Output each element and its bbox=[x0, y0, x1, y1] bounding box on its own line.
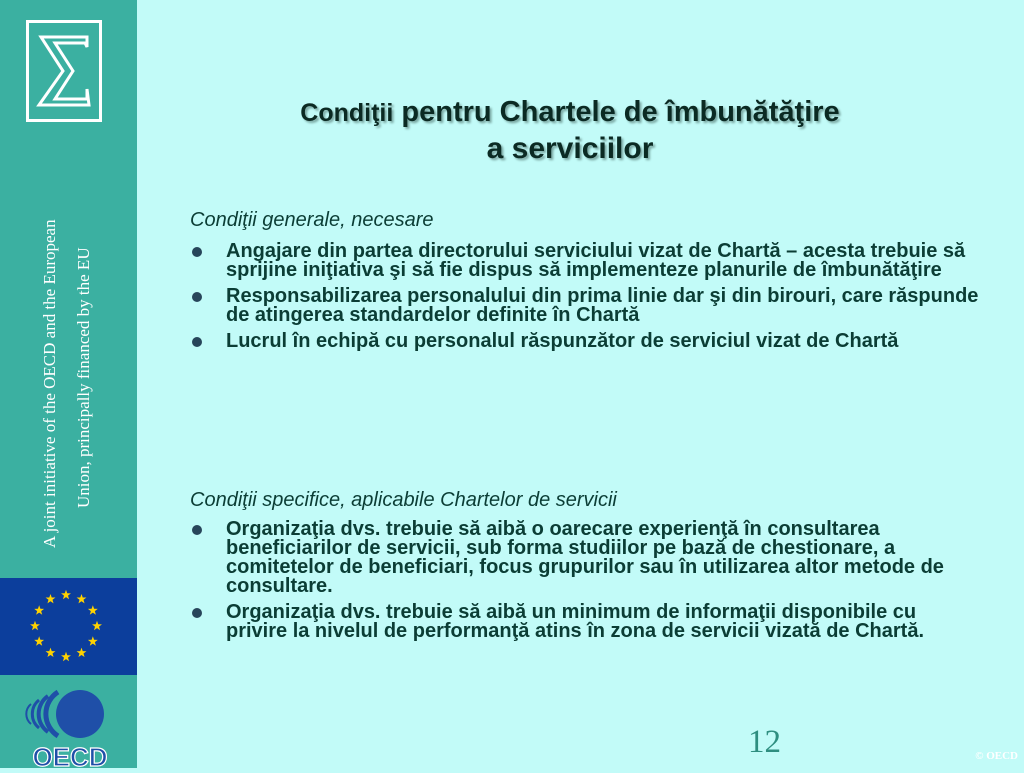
list-item bbox=[190, 242, 980, 280]
bullet-text: Organizaţia dvs. trebuie să aibă un minimum de informaţii disponibile cu privire la nivelul de performanţă atins în zona de servicii vizată de Chartă. bbox=[226, 601, 925, 642]
vertical-text-line2: Union, principally financed by the EU bbox=[74, 247, 93, 508]
copyright-notice: © OECD bbox=[975, 750, 1018, 762]
bullet-icon bbox=[192, 525, 202, 535]
slide-title-line1 bbox=[190, 96, 950, 129]
bullet-icon bbox=[192, 292, 202, 302]
sigma-icon bbox=[29, 23, 99, 119]
oecd-logo bbox=[20, 684, 120, 773]
eu-star-icon bbox=[46, 648, 56, 657]
oecd-logo-text: OECD bbox=[32, 742, 108, 768]
list-item bbox=[190, 332, 980, 351]
slide-title bbox=[190, 96, 950, 169]
eu-star-icon bbox=[77, 594, 87, 603]
slide-title-line2: a serviciilor bbox=[486, 132, 654, 165]
eu-star-icon bbox=[61, 652, 71, 661]
slide-title-rest: pentru Chartele de îmbunătăţire bbox=[393, 96, 840, 128]
sigma-logo bbox=[26, 20, 102, 122]
bullet-icon bbox=[192, 247, 202, 257]
eu-flag-icon bbox=[0, 578, 137, 675]
bullet-text: Organizaţia dvs. trebuie să aibă o oarecare experienţă în consultarea beneficiarilor de servicii, sub forma studiilor pe bază de chestionare, a comitetelor de beneficiari, focus grupurilor sau în utilizarea altor metode de consultare. bbox=[226, 518, 944, 597]
bullet-list-specific bbox=[190, 520, 980, 648]
list-item bbox=[190, 520, 980, 596]
eu-star-icon bbox=[88, 605, 98, 614]
bullet-text: Lucrul în echipă cu personalul răspunzător de serviciul vizat de Chartă bbox=[226, 330, 899, 352]
eu-star-icon bbox=[34, 636, 44, 645]
eu-star-icon bbox=[88, 636, 98, 645]
list-item bbox=[190, 287, 980, 325]
eu-star-icon bbox=[77, 648, 87, 657]
eu-star-icon bbox=[61, 590, 71, 599]
slide-title-lead: Condiţii bbox=[300, 99, 394, 127]
eu-star-icon bbox=[46, 594, 56, 603]
vertical-text-line1: A joint initiative of the OECD and the European bbox=[40, 219, 59, 548]
bullet-text: Angajare din partea directorului serviciului vizat de Chartă – acesta trebuie să sprijine iniţiativa şi să fie dispus să implementeze planurile de îmbunătăţire bbox=[226, 240, 966, 281]
eu-star-icon bbox=[34, 605, 44, 614]
eu-star-icon bbox=[30, 621, 40, 630]
bullet-text: Responsabilizarea personalului din prima linie dar şi din birouri, care răspunde de atingerea standardelor definite în Chartă bbox=[226, 285, 979, 326]
bullet-list-general bbox=[190, 242, 980, 358]
bullet-icon bbox=[192, 337, 202, 347]
bullet-icon bbox=[192, 608, 202, 618]
page-number: 12 bbox=[748, 724, 781, 760]
section-heading-specific: Condiţii specifice, aplicabile Chartelor de servicii bbox=[190, 489, 617, 511]
list-item bbox=[190, 603, 980, 641]
eu-star-icon bbox=[92, 621, 102, 630]
sidebar bbox=[0, 0, 137, 768]
section-heading-general: Condiţii generale, necesare bbox=[190, 209, 434, 231]
